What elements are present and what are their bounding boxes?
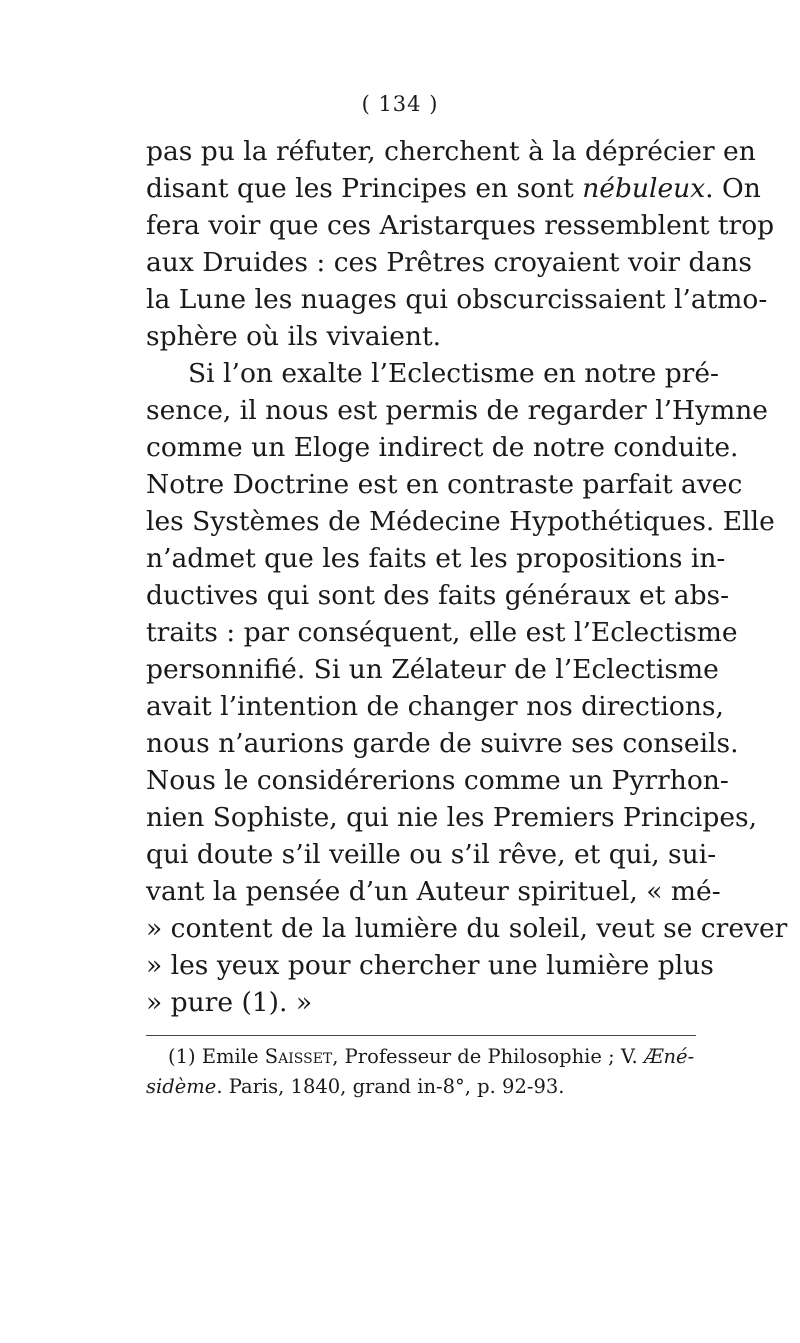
text-line: disant que les Principes en sont nébuleux. On <box>146 173 761 204</box>
text-line: nous n’aurions garde de suivre ses conseils. <box>146 728 739 759</box>
text-line: pas pu la réfuter, cherchent à la déprécier en <box>146 136 756 167</box>
text-line: comme un Eloge indirect de notre conduite. <box>146 432 739 463</box>
text-line: ductives qui sont des faits généraux et abs- <box>146 580 730 611</box>
page-number: ( 134 ) <box>361 92 439 116</box>
italic-term: nébuleux <box>582 173 706 204</box>
text-line: aux Druides : ces Prêtres croyaient voir dans <box>146 247 752 278</box>
text-line: la Lune les nuages qui obscurcissaient l’atmo- <box>146 284 768 315</box>
text-line: avait l’intention de changer nos directions, <box>146 691 724 722</box>
text-line: sence, il nous est permis de regarder l’Hymne <box>146 395 768 426</box>
text-line: vant la pensée d’un Auteur spirituel, « mé- <box>146 876 721 907</box>
text-line: fera voir que ces Aristarques ressemblent trop <box>146 210 775 241</box>
footnote-rule <box>146 1035 696 1036</box>
text-line: les Systèmes de Médecine Hypothétiques. Elle <box>146 506 775 537</box>
text-line: traits : par conséquent, elle est l’Eclectisme <box>146 617 738 648</box>
footnote-continuation: sidème. Paris, 1840, grand in-8°, p. 92-93. <box>146 1075 565 1098</box>
text-line: » content de la lumière du soleil, veut se crever <box>146 913 788 944</box>
text-line: qui doute s’il veille ou s’il rêve, et qui, sui- <box>146 839 717 870</box>
text-line: » les yeux pour chercher une lumière plus <box>146 950 714 981</box>
text-line: Notre Doctrine est en contraste parfait avec <box>146 469 743 500</box>
text-line: personnifié. Si un Zélateur de l’Eclectisme <box>146 654 719 685</box>
text-line: » pure (1). » <box>146 987 313 1018</box>
text-line: nien Sophiste, qui nie les Premiers Principes, <box>146 802 758 833</box>
text-line: Si l’on exalte l’Eclectisme en notre pré- <box>188 358 719 389</box>
text-line: sphère où ils vivaient. <box>146 321 442 352</box>
text-line: n’admet que les faits et les propositions in- <box>146 543 726 574</box>
footnote: (1) Emile Saisset, Professeur de Philosophie ; V. Æné- <box>168 1045 695 1068</box>
text-line: Nous le considérerions comme un Pyrrhon- <box>146 765 729 796</box>
